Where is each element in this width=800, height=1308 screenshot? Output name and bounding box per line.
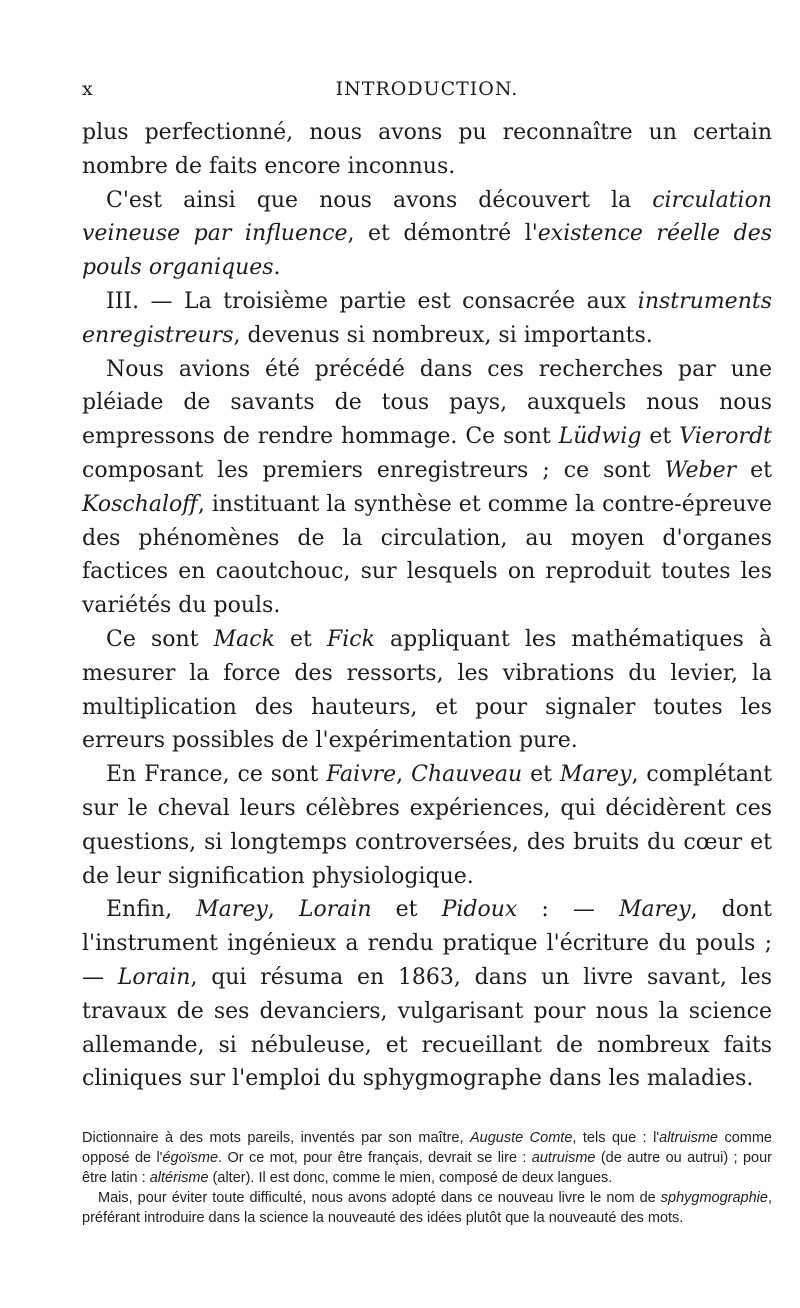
author-name: Vierordt bbox=[679, 424, 772, 450]
text-run: , bbox=[267, 897, 299, 923]
italic-term: circulation veineuse par influence bbox=[82, 187, 772, 247]
running-header bbox=[82, 78, 772, 104]
italic-term: égoïsme bbox=[162, 1150, 219, 1166]
text-run: et bbox=[371, 897, 442, 923]
text-run: (alter). Il est donc, comme le mien, composé de deux langues. bbox=[208, 1170, 613, 1186]
paragraph bbox=[82, 758, 772, 893]
author-name: Lorain bbox=[117, 964, 191, 990]
text-run: Enfin, bbox=[106, 897, 197, 923]
text-run: , préférant introduire dans la science la nouveauté des idées plutôt que la nouveauté des mots. bbox=[82, 1190, 772, 1226]
text-run: , devenus si nombreux, si importants. bbox=[233, 322, 653, 348]
text-run: . bbox=[273, 255, 281, 281]
paragraph bbox=[82, 116, 772, 184]
italic-term: autruisme bbox=[531, 1150, 596, 1166]
text-run: , et démontré l' bbox=[347, 221, 538, 247]
text-run: , instituant la synthèse et comme la contre-épreuve des phénomènes de la circulation, au moyen d'organes factices en caoutchouc, sur lesquels on reproduit toutes les variétés du pouls. bbox=[82, 491, 772, 619]
footnote-paragraph bbox=[82, 1128, 772, 1188]
footnote bbox=[82, 1128, 772, 1228]
paragraph bbox=[82, 623, 772, 758]
text-run: et bbox=[274, 626, 327, 652]
text-run: Mais, pour éviter toute difficulté, nous avons adopté dans ce nouveau livre le nom de bbox=[98, 1190, 661, 1206]
main-text bbox=[82, 116, 772, 1096]
text-run: , bbox=[396, 762, 412, 788]
paragraph bbox=[82, 353, 772, 623]
author-name: Marey bbox=[618, 897, 691, 923]
text-run: et bbox=[522, 762, 560, 788]
text-run: : — bbox=[517, 897, 619, 923]
text-run: Dictionnaire à des mots pareils, inventés par son maître, bbox=[82, 1130, 470, 1146]
author-name: Lüdwig bbox=[558, 424, 642, 450]
text-run: et bbox=[641, 424, 680, 450]
text-run: Ce sont bbox=[106, 626, 214, 652]
author-name: Weber bbox=[664, 457, 737, 483]
text-run: Nous avions été précédé dans ces recherches par une pléiade de savants de tous pays, auxquels nous nous empressons de rendre hommage. Ce sont bbox=[82, 356, 772, 450]
text-run: , complétant sur le cheval leurs célèbres expériences, qui décidèrent ces questions, si longtemps controversées, des bruits du cœur et de leur signification physiologique. bbox=[82, 762, 772, 889]
text-run: . Or ce mot, pour être français, devrait se lire : bbox=[218, 1150, 532, 1166]
author-name: Marey bbox=[559, 762, 632, 788]
italic-term: instruments enregistreurs bbox=[82, 288, 772, 348]
author-name: Fick bbox=[327, 626, 375, 652]
author-name: Lorain bbox=[298, 897, 372, 923]
author-name: Pidoux bbox=[441, 897, 518, 923]
text-run: (de autre ou autrui) ; pour être latin : bbox=[82, 1150, 772, 1186]
text-run: En France, ce sont bbox=[106, 762, 327, 788]
author-name: Faivre bbox=[326, 762, 397, 788]
author-name: Auguste Comte bbox=[469, 1130, 573, 1146]
italic-term: sphygmographie bbox=[660, 1190, 768, 1206]
italic-term: altruisme bbox=[659, 1130, 718, 1146]
author-name: Marey bbox=[196, 897, 268, 923]
text-run: , tels que : l' bbox=[572, 1130, 660, 1146]
section-paragraph bbox=[82, 285, 772, 353]
text-run: et bbox=[736, 457, 772, 483]
italic-term: existence réelle des pouls organiques bbox=[82, 221, 772, 281]
text-run: C'est ainsi que nous avons découvert la bbox=[106, 187, 653, 213]
text-run: III. — La troisième partie est consacrée aux bbox=[106, 288, 638, 314]
page-number: x bbox=[82, 78, 94, 100]
footnote-paragraph bbox=[82, 1188, 772, 1228]
paragraph bbox=[82, 184, 772, 285]
author-name: Chauveau bbox=[411, 762, 523, 788]
text-run: comme opposé de l' bbox=[82, 1130, 772, 1166]
italic-term: altérisme bbox=[149, 1170, 209, 1186]
author-name: Mack bbox=[213, 626, 275, 652]
text-run: plus perfectionné, nous avons pu reconnaître un certain nombre de faits encore inconnus. bbox=[82, 120, 772, 179]
text-run: , dont l'instrument ingénieux a rendu pratique l'écriture du pouls ; — bbox=[82, 897, 772, 990]
text-run: appliquant les mathématiques à mesurer la force des ressorts, les vibrations du levier, la multiplication des hauteurs, et pour signaler toutes les erreurs possibles de l'expérimentation pure. bbox=[82, 626, 772, 754]
text-run: , qui résuma en 1863, dans un livre savant, les travaux de ses devanciers, vulgarisant pour nous la science allemande, si nébuleuse, et recueillant de nombreux faits cliniques sur l'emploi du sphygmographe dans les maladies. bbox=[82, 964, 772, 1092]
running-title: INTRODUCTION. bbox=[335, 78, 519, 100]
author-name: Koschaloff bbox=[82, 491, 198, 517]
paragraph bbox=[82, 893, 772, 1096]
text-run: composant les premiers enregistreurs ; ce sont bbox=[82, 457, 665, 483]
